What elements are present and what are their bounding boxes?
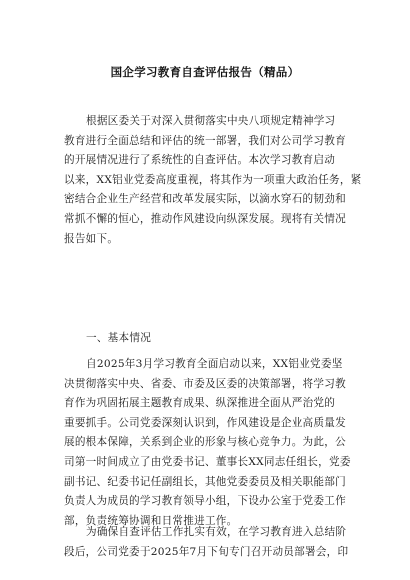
text-line: 司第一时间成立了由党委书记、董事长XX同志任组长，党委 — [64, 455, 351, 468]
text-line: 根据区委关于对深入贯彻落实中央八项规定精神学习 — [86, 115, 336, 127]
text-line: 段后，公司党委于2025年7月下旬专门召开动员部署会，印 — [64, 545, 349, 558]
text-line: 报告如下。 — [64, 232, 119, 245]
section-heading — [64, 329, 350, 349]
text-line: 教育进行全面总结和评估的统一部署，我们对公司学习教育 — [64, 134, 346, 147]
text-line: 决贯彻落实中央、省委、市委及区委的决策部署，将学习教 — [64, 377, 346, 390]
text-line: 的开展情况进行了系统性的自查评估。本次学习教育启动 — [64, 154, 336, 167]
paragraph-basic-info — [64, 355, 350, 531]
document-title: 国企学习教育自查评估报告（精品） — [110, 65, 300, 79]
text-line: 副书记、纪委书记任副组长，其他党委委员及相关职能部门 — [64, 475, 346, 488]
text-line: 育作为巩固拓展主题教育成果、纵深推进全面从严治党的 — [64, 397, 336, 410]
text-line: 密结合企业生产经营和改革发展实际，以滴水穿石的韧劲和 — [64, 193, 346, 206]
text-line: 部，负责统筹协调和日常推进工作。 — [64, 514, 238, 527]
text-line: 为确保自查评估工作扎实有效，在学习教育进入总结阶 — [86, 526, 347, 538]
paragraph-self-assessment — [64, 523, 350, 562]
section-heading-text: 一、基本情况 — [86, 332, 152, 344]
paragraph-intro — [64, 112, 362, 249]
text-line: 常抓不懈的恒心，推动作风建设向纵深发展。现将有关情况 — [64, 212, 346, 225]
text-line: 以来，XX铝业党委高度重视，将其作为一项重大政治任务，紧 — [64, 173, 362, 186]
text-line: 负责人为成员的学习教育领导小组，下设办公室于党委工作 — [64, 495, 346, 508]
text-line: 自2025年3月学习教育全面启动以来，XX铝业党委坚 — [86, 358, 343, 370]
text-line: 展的根本保障，关系到企业的形象与核心竞争力。为此，公 — [64, 436, 346, 449]
text-line: 重要抓手。公司党委深刻认识到，作风建设是企业高质量发 — [64, 416, 346, 429]
